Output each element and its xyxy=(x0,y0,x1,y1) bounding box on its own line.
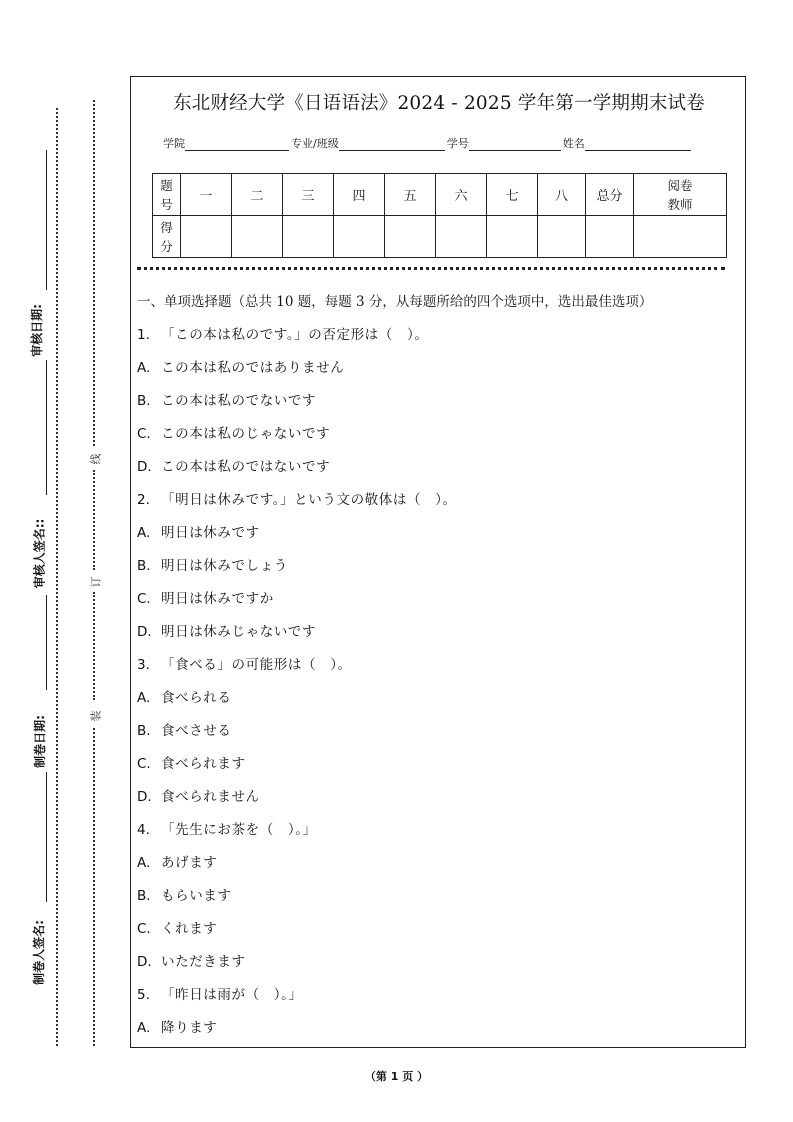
option-letter: D. xyxy=(137,789,152,805)
option-line[interactable] xyxy=(137,1017,737,1050)
option-line[interactable] xyxy=(137,885,737,918)
score-header: 得 分 xyxy=(153,216,181,258)
option-text: この本は私のでないです xyxy=(161,393,317,409)
college-blank[interactable] xyxy=(185,137,289,151)
inner-dotted-line-2 xyxy=(93,470,95,570)
col-4: 四 xyxy=(334,174,385,216)
reviewer-date-label: 审核日期: xyxy=(29,304,44,357)
option-text: 明日は休みです xyxy=(161,525,260,541)
inner-dotted-line-3 xyxy=(93,592,95,700)
page-number: （第 1 页 ） xyxy=(364,1070,429,1083)
score-cell[interactable] xyxy=(385,216,436,258)
option-text: この本は私のではありません xyxy=(161,360,345,376)
option-letter: A. xyxy=(137,1020,151,1036)
score-cell[interactable] xyxy=(283,216,334,258)
option-text: 食べられる xyxy=(161,690,232,706)
col-1: 一 xyxy=(181,174,232,216)
question-text: 「この本は私のです。」の否定形は（ ）。 xyxy=(161,327,429,343)
section-separator xyxy=(137,267,725,270)
question-number-header: 题 号 xyxy=(153,174,181,216)
bind-char-bind: 装 xyxy=(89,710,103,722)
option-text: 明日は休みじゃないです xyxy=(161,624,317,640)
question-number: 2. xyxy=(137,492,150,508)
option-text: 明日は休みでしょう xyxy=(161,558,288,574)
option-line[interactable] xyxy=(137,522,737,555)
section-heading: 一、单项选择题（总共 10 题，每题 3 分，从每题所给的四个选项中，选出最佳选项） xyxy=(137,294,653,310)
score-table-header-row xyxy=(153,174,727,216)
score-cell-total[interactable] xyxy=(586,216,634,258)
reviewer-sign-label: 审核人签名:: xyxy=(32,518,47,589)
option-letter: A. xyxy=(137,690,151,706)
option-text: 食べられます xyxy=(161,756,246,772)
score-table xyxy=(152,173,727,258)
option-letter: B. xyxy=(137,558,151,574)
question-number: 3. xyxy=(137,657,150,673)
outer-dotted-line xyxy=(56,108,58,1046)
option-line[interactable] xyxy=(137,621,737,654)
question-text: 「昨日は雨が（ ）。」 xyxy=(161,987,303,1003)
option-letter: D. xyxy=(137,624,152,640)
option-line[interactable] xyxy=(137,588,737,621)
option-line[interactable] xyxy=(137,687,737,720)
question-content xyxy=(137,291,737,1050)
option-line[interactable] xyxy=(137,951,737,984)
option-text: くれます xyxy=(161,921,218,937)
score-cell[interactable] xyxy=(436,216,487,258)
option-letter: A. xyxy=(137,855,151,871)
college-label: 学院 xyxy=(163,137,185,150)
maker-date-line xyxy=(46,772,47,902)
col-3: 三 xyxy=(283,174,334,216)
bind-char-line: 线 xyxy=(89,453,103,465)
option-letter: D. xyxy=(137,954,152,970)
major-class-blank[interactable] xyxy=(339,137,445,151)
option-text: 明日は休みですか xyxy=(161,591,274,607)
reviewer-header: 阅卷 教师 xyxy=(634,174,727,216)
student-id-label: 学号 xyxy=(446,137,469,150)
question-line xyxy=(137,984,737,1017)
reviewer-sign-line xyxy=(46,595,47,690)
exam-frame xyxy=(130,76,746,1048)
option-letter: B. xyxy=(137,393,151,409)
option-letter: A. xyxy=(137,360,151,376)
score-cell[interactable] xyxy=(538,216,586,258)
student-info-row xyxy=(163,133,723,151)
option-letter: A. xyxy=(137,525,151,541)
exam-title: 东北财经大学《日语语法》2024 - 2025 学年第一学期期末试卷 xyxy=(173,93,705,114)
option-line[interactable] xyxy=(137,423,737,456)
major-class-label: 专业/班级 xyxy=(291,137,339,150)
inner-dotted-line xyxy=(93,100,95,446)
inner-dotted-line-4 xyxy=(93,728,95,1046)
name-blank[interactable] xyxy=(585,137,691,151)
score-table-score-row xyxy=(153,216,727,258)
maker-date-label: 制卷日期: xyxy=(32,715,47,768)
option-text: 食べさせる xyxy=(161,723,232,739)
option-line[interactable] xyxy=(137,357,737,390)
question-line xyxy=(137,654,737,687)
name-label: 姓名 xyxy=(562,137,585,150)
option-text: 食べられません xyxy=(161,789,260,805)
option-letter: B. xyxy=(137,888,151,904)
option-text: あげます xyxy=(161,855,218,871)
option-text: 降ります xyxy=(161,1020,218,1036)
col-5: 五 xyxy=(385,174,436,216)
option-line[interactable] xyxy=(137,555,737,588)
question-number: 5. xyxy=(137,987,150,1003)
score-cell[interactable] xyxy=(232,216,283,258)
question-number: 1. xyxy=(137,327,150,343)
question-line xyxy=(137,819,737,852)
score-cell[interactable] xyxy=(334,216,385,258)
score-cell-reviewer[interactable] xyxy=(634,216,727,258)
option-text: もらいます xyxy=(161,888,232,904)
binding-margin xyxy=(0,0,130,1122)
col-6: 六 xyxy=(436,174,487,216)
reviewer-date-line xyxy=(46,150,47,290)
option-line[interactable] xyxy=(137,753,737,786)
question-text: 「食べる」の可能形は（ ）。 xyxy=(161,657,352,673)
question-text: 「明日は休みです。」という文の敬体は（ ）。 xyxy=(161,492,457,508)
reviewer-date-underline xyxy=(46,360,47,495)
option-line[interactable] xyxy=(137,390,737,423)
bind-char-staple: 订 xyxy=(89,576,103,588)
score-cell[interactable] xyxy=(181,216,232,258)
option-letter: C. xyxy=(137,756,151,772)
option-letter: B. xyxy=(137,723,151,739)
option-line[interactable] xyxy=(137,852,737,885)
option-line[interactable] xyxy=(137,786,737,819)
option-letter: C. xyxy=(137,921,151,937)
col-total: 总分 xyxy=(586,174,634,216)
option-text: この本は私のじゃないです xyxy=(161,426,331,442)
col-8: 八 xyxy=(538,174,586,216)
question-line xyxy=(137,324,737,357)
question-number: 4. xyxy=(137,822,150,838)
question-lines xyxy=(137,324,737,1050)
col-2: 二 xyxy=(232,174,283,216)
question-line xyxy=(137,489,737,522)
option-letter: D. xyxy=(137,459,152,475)
student-id-blank[interactable] xyxy=(469,137,561,151)
question-text: 「先生にお茶を（ ）。」 xyxy=(161,822,317,838)
option-line[interactable] xyxy=(137,456,737,489)
score-cell[interactable] xyxy=(487,216,538,258)
option-letter: C. xyxy=(137,426,151,442)
option-line[interactable] xyxy=(137,918,737,951)
col-7: 七 xyxy=(487,174,538,216)
option-line[interactable] xyxy=(137,720,737,753)
option-letter: C. xyxy=(137,591,151,607)
option-text: この本は私のではないです xyxy=(161,459,331,475)
maker-sign-label: 制卷人签名: xyxy=(31,920,46,985)
option-text: いただきます xyxy=(161,954,246,970)
